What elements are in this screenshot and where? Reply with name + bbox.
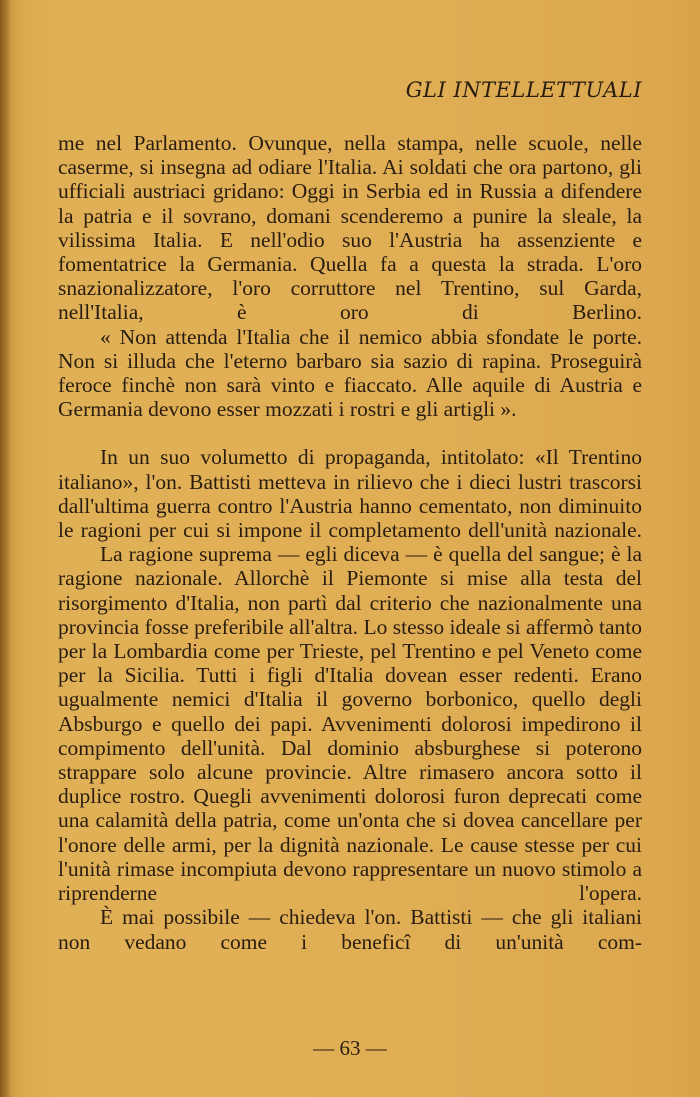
paragraph: In un suo volumetto di propaganda, intitolato: «Il Trentino italiano», l'on. Battisti metteva in rilievo che i dieci lustri trascorsi dall'ultima guerra contro l'Austria hanno cementato, non diminuito le ragioni per cui si impone il completamento dell'unità nazionale. <box>58 445 642 543</box>
page-number: — 63 — <box>313 1036 387 1060</box>
page-gutter-shadow <box>0 0 12 1097</box>
paragraph: È mai possibile — chiedeva l'on. Battisti — che gli italiani non vedano come i beneficî di un'unità com- <box>58 905 642 954</box>
paragraph: me nel Parlamento. Ovunque, nella stampa, nelle scuole, nelle caserme, si insegna ad odiare l'Italia. Ai soldati che ora partono, gli ufficiali austriaci gridano: Oggi in Serbia ed in Russia a difendere la patria e il sovrano, domani scenderemo a punire la sleale, la vilissima Italia. E nell'odio suo l'Austria ha assenziente e fomentatrice la Germania. Quella fa a questa la strada. L'oro snazionalizzatore, l'oro corruttore nel Trentino, sul Garda, nell'Italia, è oro di Berlino. <box>58 131 642 325</box>
running-header: GLI INTELLETTUALI <box>405 78 642 102</box>
paragraph: « Non attenda l'Italia che il nemico abbia sfondate le porte. Non si illuda che l'eterno barbaro sia sazio di rapina. Proseguirà feroce finchè non sarà vinto e fiaccato. Alle aquile di Austria e Germania devono esser mozzati i rostri e gli artigli ». <box>58 324 642 422</box>
body-text <box>58 131 642 954</box>
paragraph: La ragione suprema — egli diceva — è quella del sangue; è la ragione nazionale. Allorchè il Piemonte si mise alla testa del risorgimento d'Italia, non partì dal criterio che nazionalmente una provincia fosse preferibile all'altra. Lo stesso ideale si affermò tanto per la Lombardia come per Trieste, pel Trentino e pel Veneto come per la Sicilia. Tutti i figli d'Italia dovean esser redenti. Erano ugualmente nemici d'Italia il governo borbonico, quello degli Absburgo e quello dei papi. Avvenimenti dolorosi impedirono il compimento dell'unità. Dal dominio absburghese si poterono strappare solo alcune provincie. Altre rimasero ancora sotto il duplice rostro. Quegli avvenimenti dolorosi furon deprecati come una calamità della patria, come un'onta che si dovea cancellare per l'onore delle armi, per la dignità nazionale. Le cause stesse per cui l'unità rimase incompiuta devono rappresentare un nuovo stimolo a riprenderne l'opera. <box>58 542 642 906</box>
